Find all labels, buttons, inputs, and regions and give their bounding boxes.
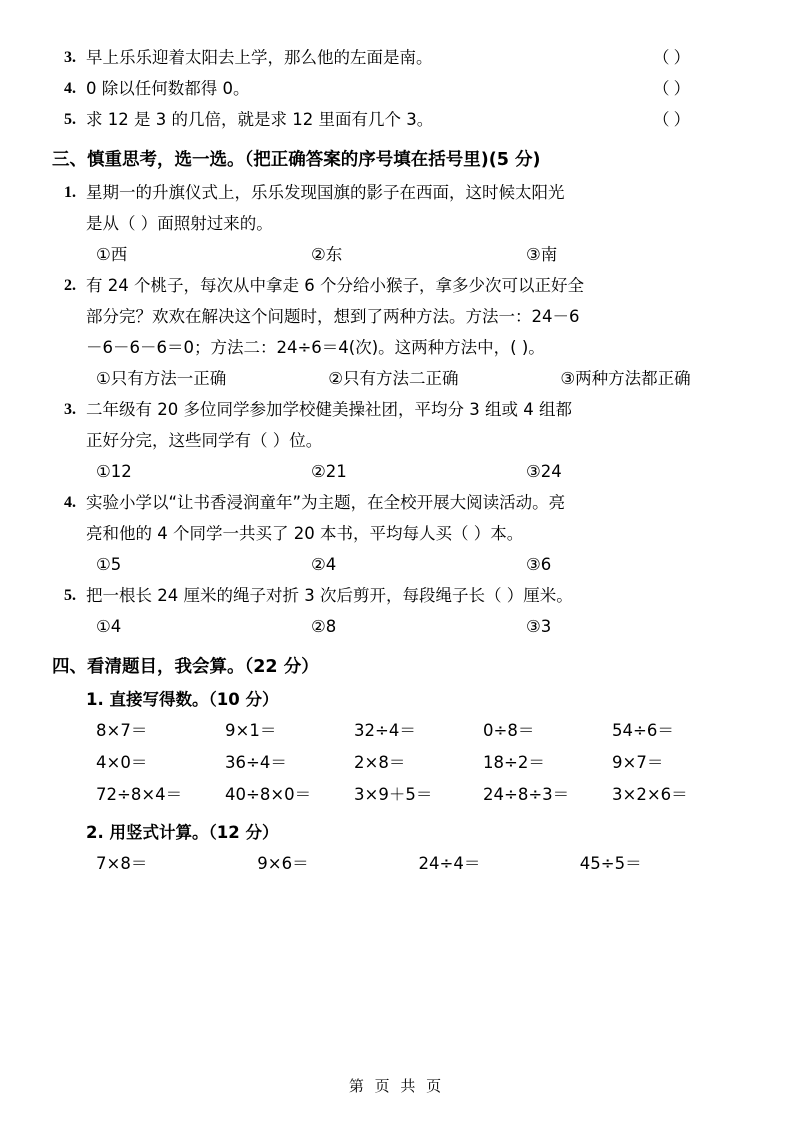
- question-item: [52, 580, 741, 611]
- calc-item[interactable]: 24÷4＝: [418, 854, 481, 873]
- choice-row: [52, 239, 741, 270]
- calc-row: [52, 715, 741, 747]
- item-number: 4.: [64, 494, 76, 511]
- choice-option[interactable]: ②8: [310, 617, 337, 636]
- question-line: 实验小学以“让书香浸润童年”为主题，在全校开展大阅读活动。亮: [86, 493, 566, 512]
- question-line[interactable]: －6－6－6＝0；方法二：24÷6＝4(次)。这两种方法中，( )。: [86, 338, 545, 357]
- calc-item[interactable]: 9×1＝: [225, 721, 277, 740]
- choice-option[interactable]: ③两种方法都正确: [560, 369, 691, 388]
- calc-item[interactable]: 24÷8÷3＝: [483, 785, 570, 804]
- question-item: [52, 487, 741, 549]
- calc-item[interactable]: 40÷8×0＝: [225, 785, 312, 804]
- question-line: 有 24 个桃子，每次从中拿走 6 个分给小猴子，拿多少次可以正好全: [86, 276, 584, 295]
- item-number: 3.: [64, 401, 76, 418]
- answer-blank[interactable]: （ ）: [653, 79, 691, 98]
- question-line[interactable]: 亮和他的 4 个同学一共买了 20 本书，平均每人买（ ）本。: [86, 524, 524, 543]
- choice-option[interactable]: ②21: [310, 462, 347, 481]
- truefalse-section: [52, 42, 741, 135]
- calc-item[interactable]: 4×0＝: [96, 753, 148, 772]
- choice-option[interactable]: ②东: [310, 245, 343, 264]
- list-item: [52, 42, 741, 73]
- choice-row: [52, 611, 741, 642]
- calc-item[interactable]: 54÷6＝: [612, 721, 674, 740]
- calc-item[interactable]: 72÷8×4＝: [96, 785, 183, 804]
- question-line: 星期一的升旗仪式上，乐乐发现国旗的影子在西面，这时候太阳光: [86, 183, 565, 202]
- item-number: 2.: [64, 277, 76, 294]
- choice-row: [52, 456, 741, 487]
- question-item: [52, 394, 741, 456]
- item-number: 1.: [64, 184, 76, 201]
- calc-item[interactable]: 0÷8＝: [483, 721, 535, 740]
- calc-item[interactable]: 3×2×6＝: [612, 785, 688, 804]
- section-heading-four: 四、看清题目，我会算。（22 分）: [52, 657, 319, 677]
- choice-option[interactable]: ③24: [525, 462, 562, 481]
- item-number: 5.: [64, 111, 76, 128]
- calc-row: [52, 848, 741, 880]
- calc-item[interactable]: 8×7＝: [96, 721, 148, 740]
- list-item: [52, 104, 741, 135]
- choice-option[interactable]: ①4: [96, 617, 122, 636]
- choice-option[interactable]: ③3: [525, 617, 552, 636]
- calc-item[interactable]: 45÷5＝: [579, 854, 642, 873]
- choice-option[interactable]: ①5: [96, 555, 122, 574]
- choice-option[interactable]: ②4: [310, 555, 337, 574]
- calc-row: [52, 747, 741, 779]
- subsection-label-direct-answer: 1. 直接写得数。（10 分）: [86, 690, 279, 709]
- calc-item[interactable]: 32÷4＝: [354, 721, 416, 740]
- question-line: 部分完？欢欢在解决这个问题时，想到了两种方法。方法一：24－6: [86, 307, 580, 326]
- calc-item[interactable]: 9×7＝: [612, 753, 664, 772]
- calc-item[interactable]: 9×6＝: [257, 854, 309, 873]
- answer-blank[interactable]: （ ）: [653, 48, 691, 67]
- section-three-questions: [52, 177, 741, 642]
- calc-item[interactable]: 2×8＝: [354, 753, 406, 772]
- question-item: [52, 177, 741, 239]
- question-line[interactable]: 正好分完，这些同学有（ ）位。: [86, 431, 323, 450]
- question-line: 二年级有 20 多位同学参加学校健美操社团，平均分 3 组或 4 组都: [86, 400, 572, 419]
- item-text: 0 除以任何数都得 0。: [86, 79, 250, 98]
- calc-item[interactable]: 3×9＋5＝: [354, 785, 433, 804]
- choice-option[interactable]: ③南: [525, 245, 558, 264]
- choice-option[interactable]: ①西: [96, 245, 128, 264]
- question-line[interactable]: 把一根长 24 厘米的绳子对折 3 次后剪开，每段绳子长（ ）厘米。: [86, 586, 573, 605]
- list-item: [52, 73, 741, 104]
- item-number: 3.: [64, 49, 76, 66]
- calc-item[interactable]: 36÷4＝: [225, 753, 287, 772]
- section-heading-three: 三、慎重思考，选一选。（把正确答案的序号填在括号里)(5 分): [52, 150, 541, 170]
- page-footer: 第 页 共 页: [348, 1077, 445, 1095]
- calc-item[interactable]: 7×8＝: [96, 854, 148, 873]
- choice-option[interactable]: ③6: [525, 555, 552, 574]
- item-number: 5.: [64, 587, 76, 604]
- choice-option[interactable]: ①只有方法一正确: [96, 369, 227, 388]
- question-line[interactable]: 是从（ ）面照射过来的。: [86, 214, 273, 233]
- choice-row: [52, 549, 741, 580]
- subsection-label-vertical-calc: 2. 用竖式计算。（12 分）: [86, 823, 279, 842]
- choice-option[interactable]: ①12: [96, 462, 132, 481]
- choice-option[interactable]: ②只有方法二正确: [328, 369, 459, 388]
- item-text: 求 12 是 3 的几倍，就是求 12 里面有几个 3。: [86, 110, 434, 129]
- question-item: [52, 270, 741, 363]
- item-number: 4.: [64, 80, 76, 97]
- item-text: 早上乐乐迎着太阳去上学，那么他的左面是南。: [86, 48, 433, 67]
- answer-blank[interactable]: （ ）: [653, 110, 691, 129]
- calc-item[interactable]: 18÷2＝: [483, 753, 545, 772]
- choice-row: [52, 363, 741, 394]
- calc-row: [52, 779, 741, 811]
